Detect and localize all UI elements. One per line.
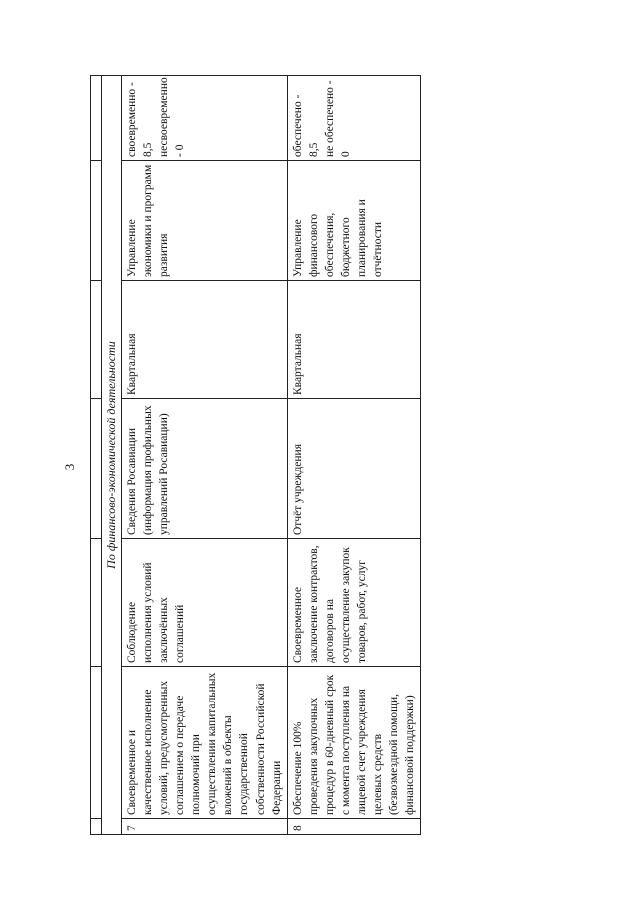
periodicity: Квартальная [121,281,287,399]
indicator-name: Обеспечение 100% проведения закупочных процедур в 60-дневный срок с момента поступления на лицевой счет учреждения целевых средств (безвозмездной помощи, финансовой поддержки) [287,667,421,819]
table-row [121,76,287,835]
responsible-department: Управление финансового обеспечения, бюджетного планирования и отчётности [287,161,421,281]
data-source: Отчёт учреждения [287,399,421,539]
table-row [287,76,421,835]
periodicity: Квартальная [287,281,421,399]
row-number: 7 [121,819,287,835]
indicator-name: Своевременное и качественное исполнение условий, предусмотренных соглашением о передаче полномочий при осуществлении капитальных вложений в объекты государственной собственности Российской Федерации [121,667,287,819]
score-values: своевременно - 8,5 несвоевременно - 0 [121,76,287,161]
document-table-rotated [90,75,550,835]
responsible-department: Управление экономики и программ развития [121,161,287,281]
section-row [102,76,122,835]
score-values: обеспечено - 8,5 не обеспечено - 0 [287,76,421,161]
criterion: Соблюдение исполнения условий заключённых соглашений [121,539,287,667]
row-number: 8 [287,819,421,835]
table-top-row [91,76,102,835]
section-title: По финансово-экономической деятельности [102,76,122,835]
data-source: Сведения Росавиации (информация профильных управлений Росавиации) [121,399,287,539]
criteria-table [90,75,421,835]
page-number: 3 [62,463,77,471]
criterion: Своевременное заключение контрактов, договоров на осуществление закупок товаров, работ, услуг [287,539,421,667]
